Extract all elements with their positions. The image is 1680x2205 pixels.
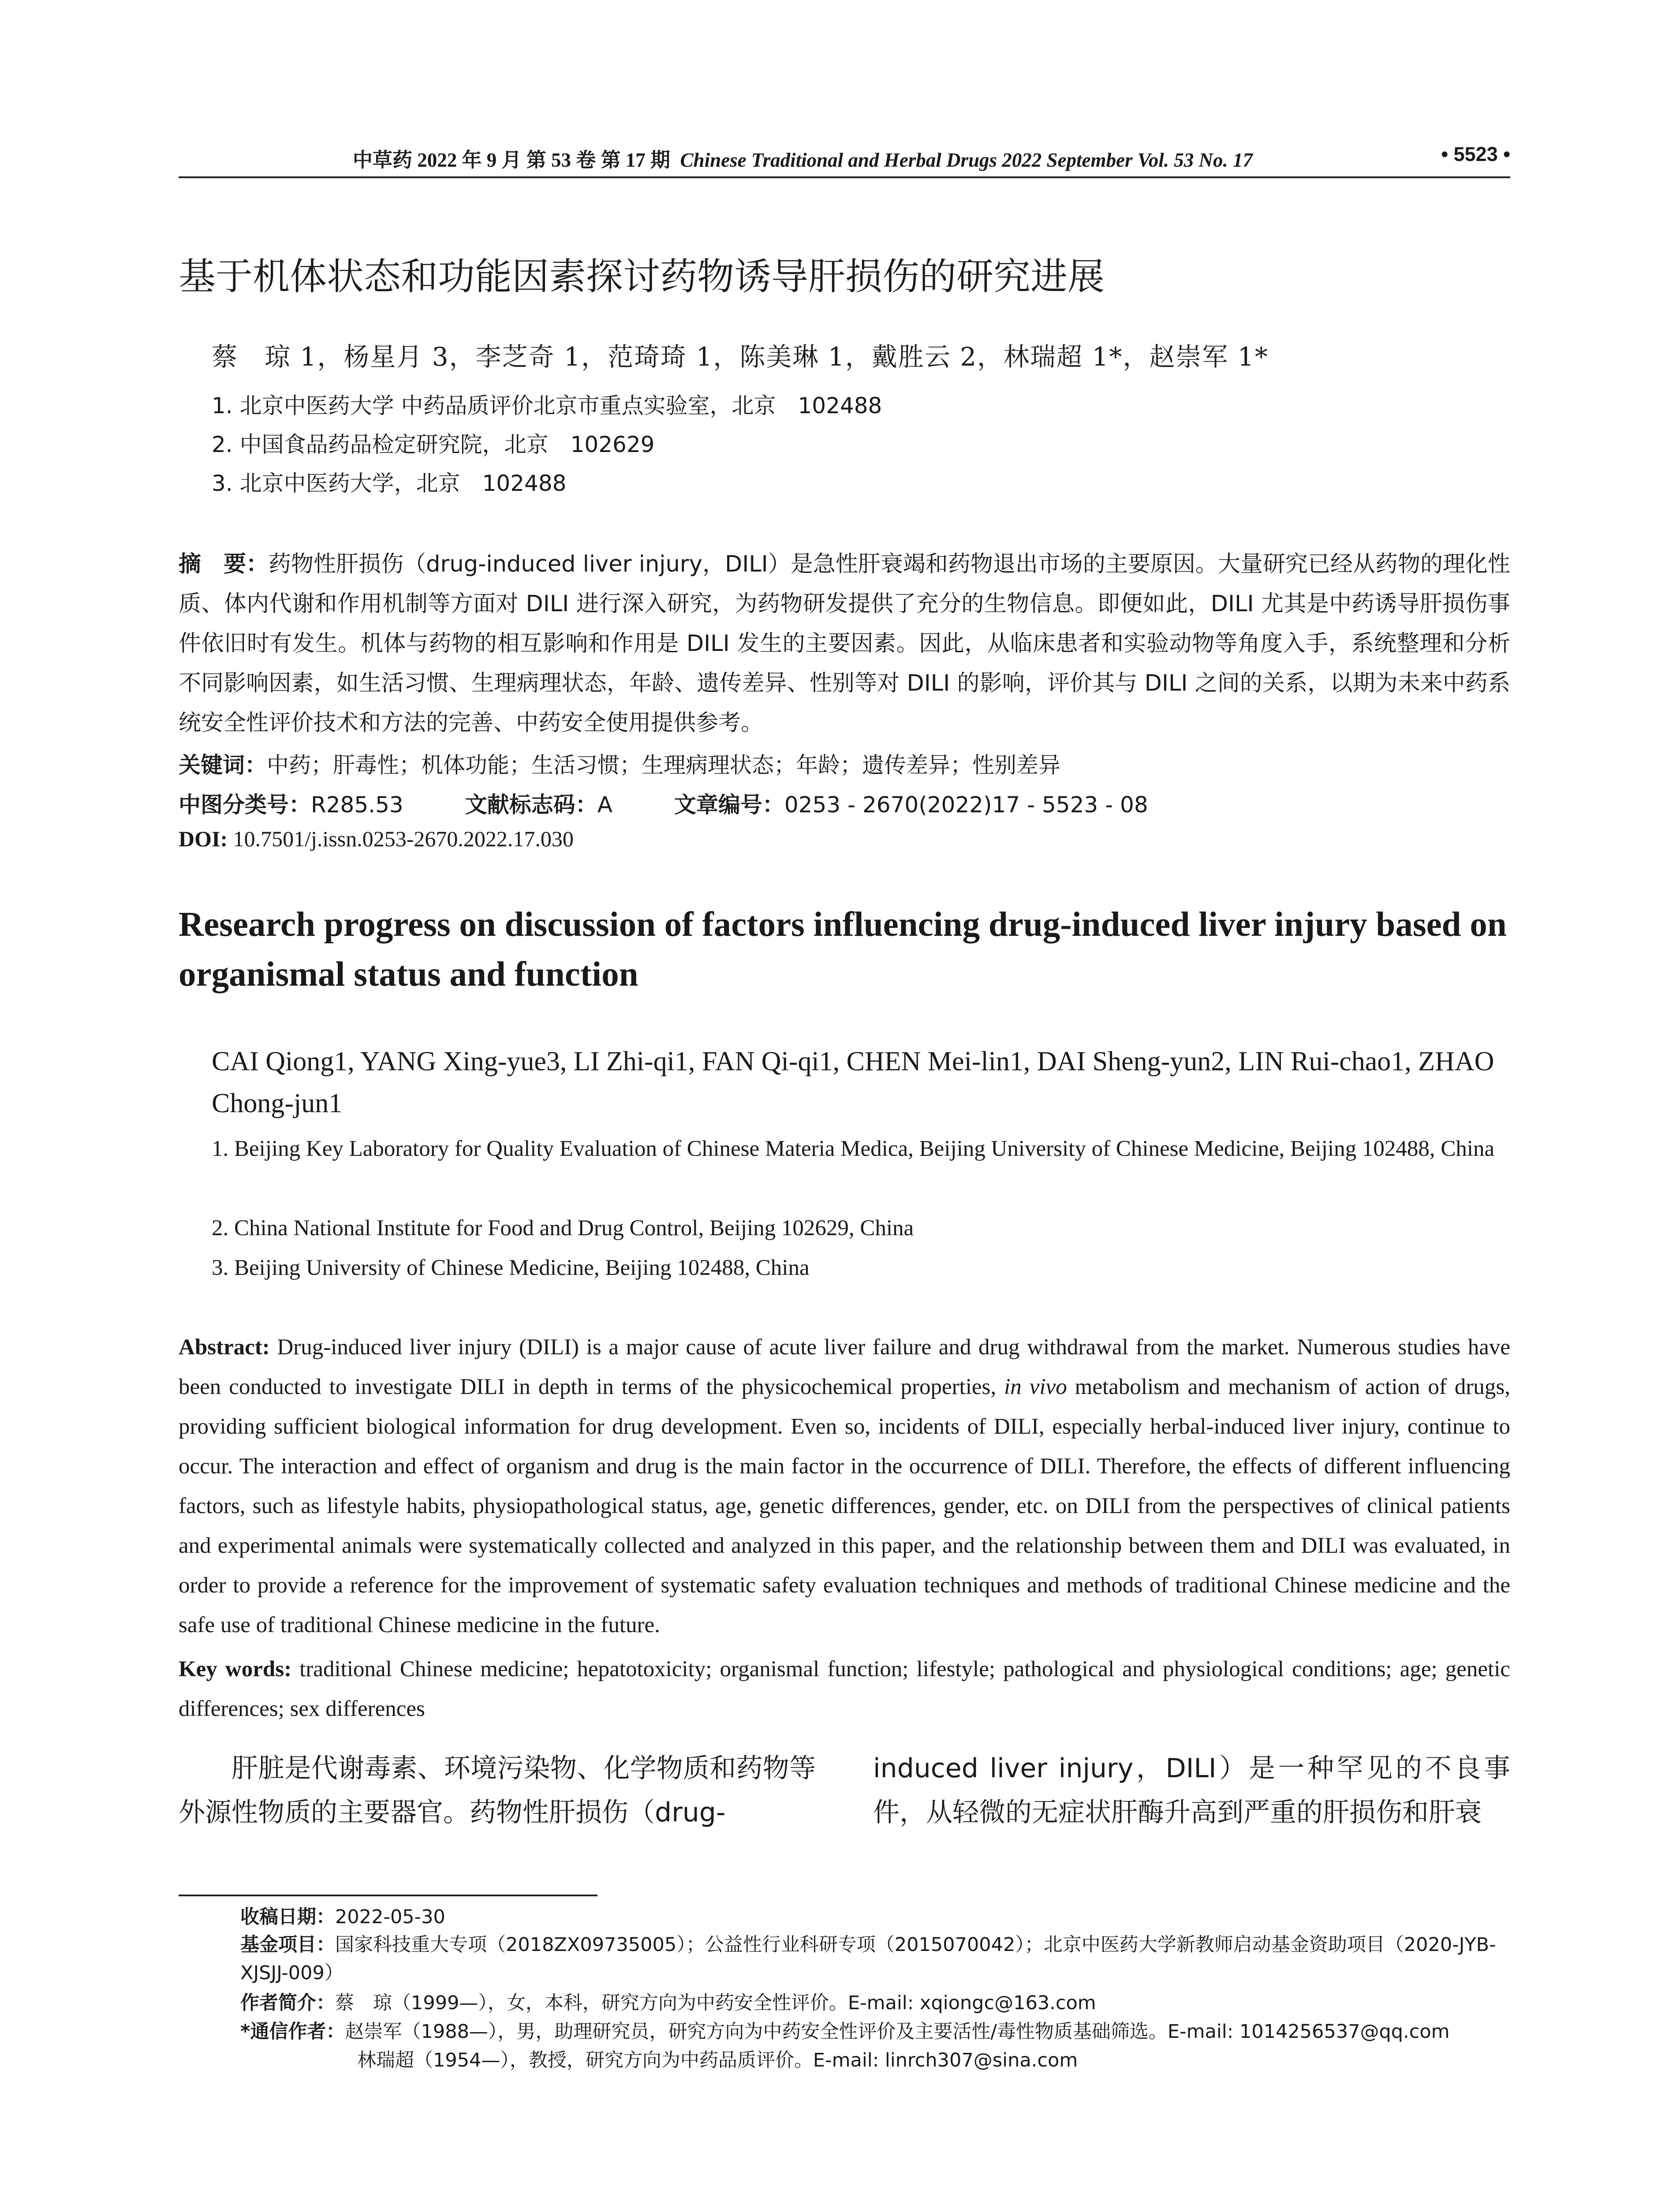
en-authors: CAI Qiong1, YANG Xing-yue3, LI Zhi-qi1, FAN Qi-qi1, CHEN Mei-lin1, DAI Sheng-yun2, LIN Rui-chao1, ZHAO Chong-jun1 (212, 1046, 1494, 1118)
corr-text-1: 赵崇军（1988—），男，助理研究员，研究方向为中药安全性评价及主要活性/毒性物质基础筛选。E-mail: 1014256537@qq.com (345, 2021, 1450, 2043)
cn-affiliation-1: 1. 北京中医药大学 中药品质评价北京市重点实验室，北京 102488 (212, 393, 882, 419)
cn-affiliation-2: 2. 中国食品药品检定研究院，北京 102629 (212, 432, 655, 457)
doccode-value: A (597, 792, 612, 818)
en-abstract-label: Abstract: (179, 1335, 270, 1360)
footnote-received (240, 1903, 445, 1931)
cn-keywords-text: 中药；肝毒性；机体功能；生活习惯；生理病理状态；年龄；遗传差异；性别差异 (267, 752, 1060, 778)
cn-title: 基于机体状态和功能因素探讨药物诱导肝损伤的研究进展 (179, 255, 1105, 298)
doi-link[interactable]: 10.7501/j.issn.0253-2670.2022.17.030 (233, 826, 574, 851)
en-affiliation-1: 1. Beijing Key Laboratory for Quality Evaluation of Chinese Materia Medica, Beijing University of Chinese Medicine, Beijing 102488, China (212, 1136, 1495, 1161)
cn-authors: 蔡 琼 1，杨星月 3，李芝奇 1，范琦琦 1，陈美琳 1，戴胜云 2，林瑞超 1*，赵崇军 1* (212, 342, 1269, 372)
journal-name-cn: 中草药 (353, 149, 413, 171)
body-column-right: induced liver injury，DILI）是一种罕见的不良事件，从轻微的无症状肝酶升高到严重的肝损伤和肝衰 (873, 1753, 1510, 1828)
corr-label: *通信作者： (240, 2021, 345, 2043)
author-text: 蔡 琼（1999—），女，本科，研究方向为中药安全性评价。E-mail: xqiongc@163.com (335, 1992, 1096, 2014)
author-label: 作者简介： (240, 1992, 335, 2014)
cn-abstract-text: 药物性肝损伤（drug-induced liver injury，DILI）是急性肝衰竭和药物退出市场的主要原因。大量研究已经从药物的理化性质、体内代谢和作用机制等方面对 DILI 进行深入研究，为药物研发提供了充分的生物信息。即便如此，DILI 尤其是中药诱导肝损伤事件依旧时有发生。机体与药物的相互影响和作用是 DILI 发生的主要因素。因此，从临床患者和实验动物等角度入手，系统整理和分析不同影响因素，如生活习惯、生理病理状态，年龄、遗传差异、性别等对 DILI 的影响，评价其与 DILI 之间的关系，以期为未来中药系统安全性评价技术和方法的完善、中药安全使用提供参考。 (179, 551, 1510, 736)
received-label: 收稿日期： (240, 1906, 335, 1928)
en-title: Research progress on discussion of factors influencing drug-induced liver injury based on organismal status and function (179, 905, 1507, 994)
footnote-corresponding-2: 林瑞超（1954—），教授，研究方向为中药品质评价。E-mail: linrch307@sina.com (357, 2049, 1078, 2071)
doccode-label: 文献标志码： (465, 792, 597, 818)
body-column-left: 肝脏是代谢毒素、环境污染物、化学物质和药物等外源性物质的主要器官。药物性肝损伤（drug- (179, 1753, 816, 1828)
en-keywords-label: Key words: (179, 1657, 292, 1682)
footnote-fund (240, 1931, 1519, 1987)
header-journal-info (353, 144, 1253, 172)
en-abstract-post: metabolism and mechanism of action of drugs, providing sufficient biological information for drug development. Even so, incidents of DILI, especially herbal-induced liver injury, continue to occur. The interaction and effect of organism and drug is the main factor in the occurrence of DILI. Therefore, the effects of different influencing factors, such as lifestyle habits, physiopathological status, age, genetic differences, gender, etc. on DILI from the perspectives of clinical patients and experimental animals were systematically collected and analyzed in this paper, and the relationship between them and DILI was evaluated, in order to provide a reference for the improvement of systematic safety evaluation techniques and methods of traditional Chinese medicine and the safe use of traditional Chinese medicine in the future. (179, 1375, 1511, 1637)
doi-line (179, 826, 574, 852)
clc-value: R285.53 (311, 792, 403, 818)
article-no-value: 0253 - 2670(2022)17 - 5523 - 08 (784, 792, 1148, 818)
fund-text: 国家科技重大专项（2018ZX09735005）；公益性行业科研专项（2015070042）；北京中医药大学新教师启动基金资助项目（2020-JYB-XJSJJ-009） (240, 1934, 1496, 1984)
footnote-corresponding (240, 2018, 1450, 2046)
fund-label: 基金项目： (240, 1934, 335, 1956)
en-abstract (179, 1327, 1510, 1645)
journal-name-en: Chinese Traditional and Herbal Drugs 2022 September Vol. 53 No. 17 (680, 149, 1253, 171)
received-date: 2022-05-30 (335, 1906, 445, 1928)
cn-keywords-label: 关键词： (179, 752, 267, 778)
cn-abstract (179, 545, 1510, 743)
page-number: • 5523 • (1441, 143, 1510, 165)
en-affiliation-2: 2. China National Institute for Food and Drug Control, Beijing 102629, China (212, 1216, 914, 1241)
cn-keywords (179, 747, 1060, 779)
en-affiliation-3: 3. Beijing University of Chinese Medicine, Beijing 102488, China (212, 1256, 810, 1280)
en-keywords (179, 1649, 1510, 1729)
running-header (179, 140, 1510, 178)
en-keywords-text: traditional Chinese medicine; hepatotoxicity; organismal function; lifestyle; pathological and physiological conditions; age; genetic differences; sex differences (179, 1657, 1511, 1721)
cn-abstract-label: 摘 要： (179, 551, 269, 577)
en-abstract-em: in vivo (1004, 1375, 1067, 1399)
clc-label: 中图分类号： (179, 792, 311, 818)
article-no-label: 文章编号： (674, 792, 784, 818)
footnote-author (240, 1989, 1096, 2017)
cn-affiliation-3: 3. 北京中医药大学，北京 102488 (212, 471, 567, 496)
cn-classification (179, 787, 1148, 819)
footnote-divider (179, 1895, 597, 1896)
en-abstract-pre: Drug-induced liver injury (DILI) is a major cause of acute liver failure and drug withdrawal from the market. Numerous studies have been conducted to investigate DILI in depth in terms of the physicochemical properties, (179, 1335, 1510, 1399)
doi-label: DOI: (179, 826, 228, 851)
issue-cn: 2022 年 9 月 第 53 卷 第 17 期 (417, 149, 671, 171)
